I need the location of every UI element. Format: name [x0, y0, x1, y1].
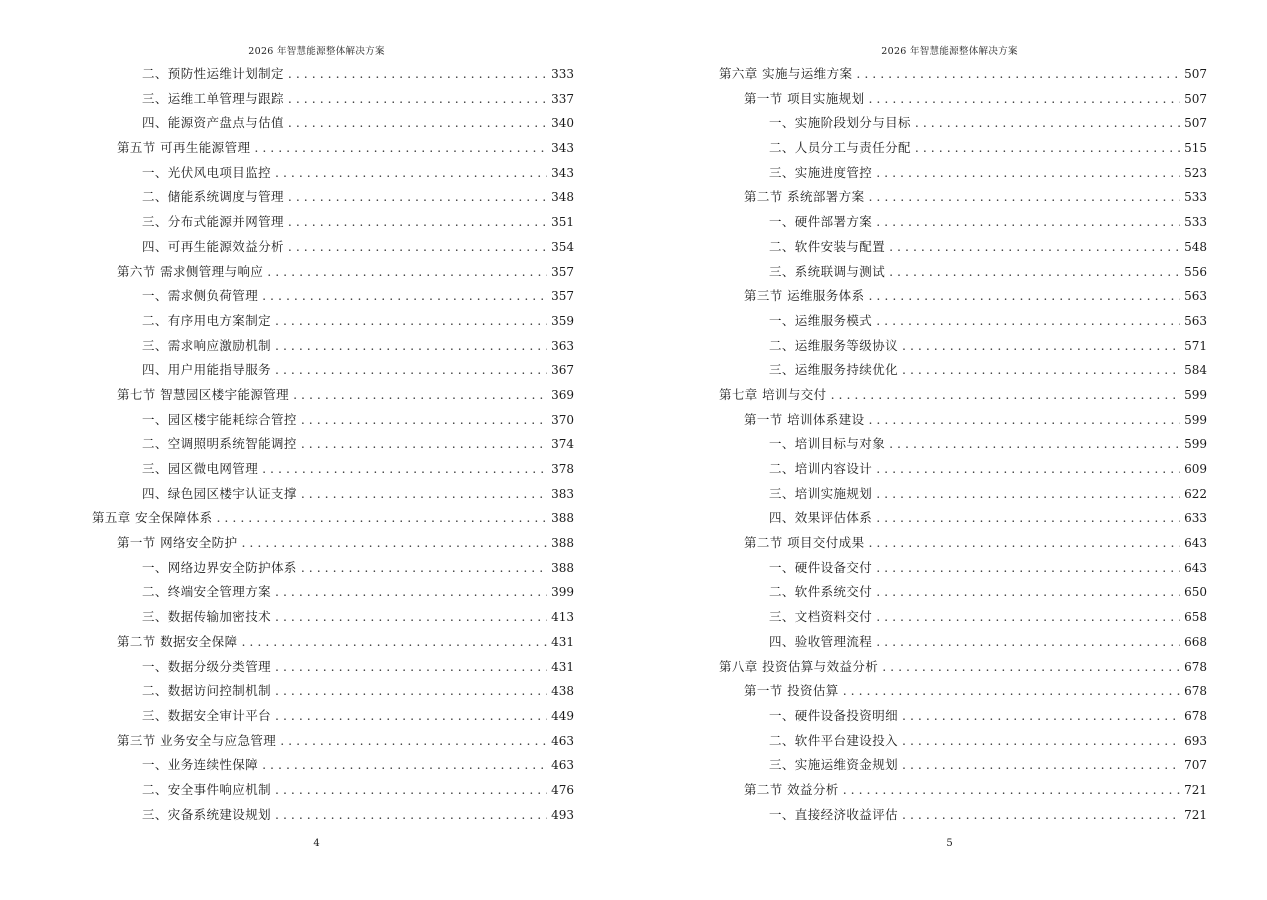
toc-entry-title: 二、有序用电方案制定: [142, 312, 272, 328]
dot-leader: [301, 432, 547, 457]
toc-entry[interactable]: [719, 803, 1207, 828]
toc-entry-title: 三、文档资料交付: [769, 609, 873, 625]
toc-entry-page: 668: [1184, 634, 1207, 649]
toc-entry-page: 378: [551, 462, 574, 476]
toc-entry-page: 721: [1184, 807, 1207, 822]
toc-entry[interactable]: [92, 334, 574, 359]
toc-entry-page: 599: [1184, 387, 1207, 402]
toc-entry-page: 340: [551, 116, 574, 131]
toc-entry-page: 693: [1184, 733, 1207, 748]
dot-leader: [876, 210, 1180, 235]
toc-entry-page: 507: [1184, 116, 1207, 131]
toc-entry[interactable]: [92, 655, 574, 680]
toc-entry-title: 第二节 系统部署方案: [744, 189, 865, 205]
dot-leader: [288, 62, 547, 87]
toc-entry[interactable]: [719, 235, 1207, 260]
toc-entry-page: 357: [551, 264, 574, 279]
toc-entry-title: 二、培训内容设计: [769, 461, 873, 476]
toc-entry[interactable]: [92, 235, 574, 260]
toc-entry[interactable]: [92, 185, 574, 210]
toc-entry-page: 678: [1184, 684, 1207, 699]
dot-leader: [876, 457, 1180, 482]
toc-entry-title: 一、园区楼宇能耗综合管控: [142, 411, 297, 427]
toc-entry-title: 第三节 运维服务体系: [744, 288, 865, 304]
dot-leader: [876, 161, 1180, 186]
dot-leader: [288, 111, 547, 136]
toc-entry[interactable]: [92, 482, 574, 507]
toc-entry[interactable]: [92, 630, 574, 655]
toc-entry[interactable]: [719, 284, 1207, 309]
dot-leader: [876, 506, 1180, 531]
dot-leader: [843, 679, 1180, 704]
dot-leader: [267, 260, 547, 285]
toc-entry-page: 476: [551, 782, 574, 797]
page-header: 2026 年智慧能源整体解决方案: [881, 46, 1018, 57]
toc-entry-title: 第一节 培训体系建设: [744, 411, 865, 427]
dot-leader: [293, 383, 547, 408]
toc-entry-page: 431: [551, 659, 574, 674]
toc-entry-page: 633: [1184, 511, 1207, 526]
toc-entry[interactable]: [719, 62, 1207, 87]
dot-leader: [868, 87, 1180, 112]
toc-entry-title: 一、需求侧负荷管理: [142, 288, 259, 304]
dot-leader: [288, 235, 547, 260]
dot-leader: [876, 630, 1180, 655]
toc-entry-page: 357: [551, 289, 574, 304]
toc-entry-title: 三、灾备系统建设规划: [142, 806, 272, 822]
toc-entry-title: 二、软件安装与配置: [769, 238, 886, 254]
dot-leader: [868, 284, 1180, 309]
dot-leader: [876, 309, 1180, 334]
dot-leader: [843, 778, 1180, 803]
toc-entry[interactable]: [719, 704, 1207, 729]
toc-entry[interactable]: [92, 260, 574, 285]
toc-entry[interactable]: [92, 309, 574, 334]
toc-entry-page: 533: [1184, 190, 1207, 205]
dot-leader: [902, 704, 1180, 729]
dot-leader: [902, 803, 1180, 828]
toc-entry[interactable]: [719, 161, 1207, 186]
toc-entry-page: 463: [551, 758, 574, 773]
toc-entry-page: 399: [551, 585, 574, 600]
toc-entry[interactable]: [719, 334, 1207, 359]
toc-entry-title: 第一节 网络安全防护: [117, 535, 238, 551]
toc-entry-title: 一、数据分级分类管理: [142, 658, 272, 674]
toc-entry-page: 343: [551, 141, 574, 156]
dot-leader: [216, 506, 547, 531]
toc-entry-page: 383: [551, 486, 574, 501]
toc-entry[interactable]: [719, 358, 1207, 383]
toc-entry[interactable]: [719, 778, 1207, 803]
toc-entry[interactable]: [719, 260, 1207, 285]
toc-entry[interactable]: [92, 408, 574, 433]
toc-entry[interactable]: [719, 309, 1207, 334]
table-of-contents: [719, 62, 1207, 827]
toc-entry-page: 643: [1184, 536, 1207, 551]
toc-entry[interactable]: [719, 482, 1207, 507]
toc-entry-page: 363: [551, 338, 574, 353]
toc-entry-title: 二、空调照明系统智能调控: [142, 436, 297, 452]
dot-leader: [868, 185, 1180, 210]
toc-entry-page: 354: [551, 239, 574, 254]
toc-entry-page: 438: [551, 684, 574, 699]
toc-entry[interactable]: [719, 605, 1207, 630]
toc-entry[interactable]: [92, 729, 574, 754]
toc-entry-page: 678: [1184, 708, 1207, 723]
dot-leader: [280, 729, 547, 754]
toc-entry-title: 第二节 项目交付成果: [744, 535, 865, 551]
toc-entry-page: 523: [1184, 165, 1207, 180]
toc-entry-page: 515: [1184, 141, 1207, 156]
dot-leader: [902, 729, 1180, 754]
toc-entry-title: 一、光伏风电项目监控: [142, 164, 272, 180]
dot-leader: [275, 679, 547, 704]
dot-leader: [301, 408, 547, 433]
toc-entry-title: 第二节 数据安全保障: [117, 633, 238, 649]
toc-entry-page: 367: [551, 363, 574, 378]
dot-leader: [275, 655, 547, 680]
toc-entry[interactable]: [92, 679, 574, 704]
toc-entry-title: 一、硬件设备投资明细: [769, 707, 899, 723]
dot-leader: [275, 778, 547, 803]
toc-entry-page: 388: [551, 536, 574, 551]
toc-entry-title: 第五节 可再生能源管理: [117, 140, 251, 156]
toc-entry[interactable]: [719, 753, 1207, 778]
toc-entry-title: 三、数据传输加密技术: [142, 609, 272, 625]
toc-entry-page: 599: [1184, 437, 1207, 452]
toc-entry-page: 337: [551, 91, 574, 106]
toc-entry[interactable]: [719, 210, 1207, 235]
dot-leader: [889, 432, 1180, 457]
toc-entry-title: 一、硬件设备交付: [769, 559, 873, 575]
page-number: 5: [946, 838, 953, 849]
dot-leader: [275, 358, 547, 383]
dot-leader: [301, 482, 547, 507]
toc-entry-title: 三、分布式能源并网管理: [142, 214, 284, 230]
toc-entry-page: 413: [551, 610, 574, 625]
toc-entry[interactable]: [719, 729, 1207, 754]
table-of-contents: [92, 62, 574, 827]
toc-entry-title: 二、预防性运维计划制定: [142, 66, 284, 81]
toc-entry-page: 343: [551, 165, 574, 180]
toc-entry[interactable]: [92, 778, 574, 803]
toc-entry[interactable]: [92, 432, 574, 457]
toc-entry-title: 四、验收管理流程: [769, 633, 873, 649]
dot-leader: [868, 408, 1180, 433]
dot-leader: [288, 87, 547, 112]
dot-leader: [876, 556, 1180, 581]
toc-entry[interactable]: [92, 753, 574, 778]
dot-leader: [882, 655, 1180, 680]
dot-leader: [275, 803, 547, 828]
toc-entry-page: 599: [1184, 412, 1207, 427]
toc-entry-title: 第三节 业务安全与应急管理: [117, 732, 277, 748]
toc-entry[interactable]: [92, 531, 574, 556]
toc-entry-title: 第六章 实施与运维方案: [719, 66, 853, 81]
dot-leader: [241, 630, 547, 655]
toc-entry[interactable]: [719, 111, 1207, 136]
dot-leader: [876, 482, 1180, 507]
toc-entry[interactable]: [92, 605, 574, 630]
toc-entry[interactable]: [92, 358, 574, 383]
toc-entry-page: 650: [1184, 585, 1207, 600]
toc-entry-page: 533: [1184, 215, 1207, 230]
toc-entry-page: 463: [551, 733, 574, 748]
toc-entry-title: 第七节 智慧园区楼宇能源管理: [117, 386, 290, 402]
toc-entry-title: 一、硬件部署方案: [769, 214, 873, 230]
toc-entry-page: 609: [1184, 462, 1207, 476]
toc-entry-title: 一、网络边界安全防护体系: [142, 559, 297, 575]
toc-entry-page: 548: [1184, 239, 1207, 254]
toc-entry-title: 二、数据访问控制机制: [142, 683, 272, 699]
toc-entry-title: 四、用户用能指导服务: [142, 362, 272, 378]
toc-entry-page: 431: [551, 634, 574, 649]
toc-entry[interactable]: [92, 62, 574, 87]
toc-entry[interactable]: [92, 506, 574, 531]
toc-entry[interactable]: [719, 679, 1207, 704]
toc-entry-page: 563: [1184, 289, 1207, 304]
toc-entry-title: 三、培训实施规划: [769, 485, 873, 501]
toc-entry-title: 一、直接经济收益评估: [769, 806, 899, 822]
toc-entry-page: 507: [1184, 67, 1207, 81]
toc-entry-title: 第六节 需求侧管理与响应: [117, 263, 264, 279]
toc-entry-page: 556: [1184, 264, 1207, 279]
dot-leader: [275, 704, 547, 729]
toc-entry-page: 369: [551, 387, 574, 402]
left-page: [0, 0, 633, 900]
toc-entry-title: 三、系统联调与测试: [769, 263, 886, 279]
toc-entry[interactable]: [92, 210, 574, 235]
toc-entry-page: 449: [551, 708, 574, 723]
toc-entry[interactable]: [92, 556, 574, 581]
toc-entry-title: 第一节 项目实施规划: [744, 90, 865, 106]
toc-entry-page: 622: [1184, 486, 1207, 501]
toc-entry-title: 一、实施阶段划分与目标: [769, 115, 911, 131]
dot-leader: [275, 334, 547, 359]
dot-leader: [262, 753, 547, 778]
dot-leader: [889, 235, 1180, 260]
dot-leader: [856, 62, 1180, 87]
toc-entry-page: 584: [1184, 363, 1207, 378]
toc-entry-page: 388: [551, 511, 574, 526]
dot-leader: [902, 753, 1180, 778]
toc-entry-page: 507: [1184, 91, 1207, 106]
dot-leader: [275, 309, 547, 334]
page-number: 4: [313, 838, 320, 849]
toc-entry[interactable]: [92, 383, 574, 408]
dot-leader: [275, 580, 547, 605]
dot-leader: [275, 605, 547, 630]
toc-entry-title: 一、运维服务模式: [769, 312, 873, 328]
dot-leader: [889, 260, 1180, 285]
toc-entry-title: 二、安全事件响应机制: [142, 781, 272, 797]
toc-entry[interactable]: [92, 87, 574, 112]
toc-entry-page: 707: [1184, 758, 1207, 773]
dot-leader: [254, 136, 547, 161]
toc-entry-page: 348: [551, 190, 574, 205]
toc-entry-page: 388: [551, 560, 574, 575]
toc-entry-title: 二、储能系统调度与管理: [142, 189, 284, 205]
toc-entry-page: 370: [551, 412, 574, 427]
toc-entry-page: 658: [1184, 610, 1207, 625]
toc-entry[interactable]: [719, 408, 1207, 433]
toc-entry-title: 第一节 投资估算: [744, 683, 839, 699]
toc-entry-title: 二、人员分工与责任分配: [769, 140, 911, 156]
dot-leader: [876, 605, 1180, 630]
right-page: [633, 0, 1266, 900]
toc-entry[interactable]: [719, 136, 1207, 161]
toc-entry-page: 678: [1184, 659, 1207, 674]
toc-entry-title: 三、数据安全审计平台: [142, 707, 272, 723]
toc-entry-page: 374: [551, 437, 574, 452]
dot-leader: [876, 580, 1180, 605]
toc-entry-title: 第八章 投资估算与效益分析: [719, 658, 879, 674]
toc-entry-title: 三、运维服务持续优化: [769, 362, 899, 378]
toc-entry-title: 三、需求响应激励机制: [142, 337, 272, 353]
toc-entry[interactable]: [92, 161, 574, 186]
toc-entry[interactable]: [719, 630, 1207, 655]
toc-entry-title: 四、可再生能源效益分析: [142, 238, 284, 254]
dot-leader: [241, 531, 547, 556]
toc-entry[interactable]: [92, 580, 574, 605]
toc-entry[interactable]: [92, 111, 574, 136]
toc-entry[interactable]: [719, 383, 1207, 408]
toc-entry[interactable]: [719, 580, 1207, 605]
toc-entry-page: 493: [551, 807, 574, 822]
dot-leader: [275, 161, 547, 186]
toc-entry[interactable]: [719, 185, 1207, 210]
toc-entry-page: 333: [551, 67, 574, 81]
toc-entry[interactable]: [719, 506, 1207, 531]
dot-leader: [868, 531, 1180, 556]
toc-entry-title: 一、培训目标与对象: [769, 436, 886, 452]
toc-entry[interactable]: [92, 704, 574, 729]
toc-entry-title: 四、绿色园区楼宇认证支撑: [142, 485, 297, 501]
toc-entry[interactable]: [719, 432, 1207, 457]
page-header: 2026 年智慧能源整体解决方案: [248, 46, 385, 57]
dot-leader: [915, 111, 1180, 136]
toc-entry[interactable]: [92, 284, 574, 309]
toc-entry-title: 四、能源资产盘点与估值: [142, 115, 284, 131]
toc-entry-title: 四、效果评估体系: [769, 510, 873, 526]
dot-leader: [288, 210, 547, 235]
toc-entry[interactable]: [719, 531, 1207, 556]
toc-entry[interactable]: [92, 803, 574, 828]
toc-entry-title: 第七章 培训与交付: [719, 386, 827, 402]
dot-leader: [831, 383, 1181, 408]
toc-entry[interactable]: [92, 136, 574, 161]
dot-leader: [915, 136, 1180, 161]
toc-entry[interactable]: [92, 457, 574, 482]
toc-entry-page: 643: [1184, 560, 1207, 575]
dot-leader: [288, 185, 547, 210]
toc-entry-page: 571: [1184, 338, 1207, 353]
dot-leader: [902, 358, 1180, 383]
toc-entry[interactable]: [719, 556, 1207, 581]
toc-entry-title: 二、终端安全管理方案: [142, 584, 272, 600]
toc-entry[interactable]: [719, 655, 1207, 680]
toc-entry-title: 第二节 效益分析: [744, 781, 839, 797]
toc-entry-page: 359: [551, 313, 574, 328]
toc-entry-title: 第五章 安全保障体系: [92, 510, 213, 526]
toc-entry[interactable]: [719, 457, 1207, 482]
dot-leader: [902, 334, 1180, 359]
toc-entry-title: 三、实施进度管控: [769, 164, 873, 180]
toc-entry-page: 563: [1184, 313, 1207, 328]
dot-leader: [262, 284, 547, 309]
toc-entry-title: 三、运维工单管理与跟踪: [142, 90, 284, 106]
toc-entry-title: 三、实施运维资金规划: [769, 757, 899, 773]
toc-entry-title: 一、业务连续性保障: [142, 757, 259, 773]
toc-entry[interactable]: [719, 87, 1207, 112]
toc-entry-title: 二、软件系统交付: [769, 584, 873, 600]
toc-entry-page: 721: [1184, 782, 1207, 797]
toc-entry-page: 351: [551, 215, 574, 230]
dot-leader: [262, 457, 547, 482]
toc-entry-title: 三、园区微电网管理: [142, 461, 259, 476]
toc-entry-title: 二、软件平台建设投入: [769, 732, 899, 748]
toc-entry-title: 二、运维服务等级协议: [769, 337, 899, 353]
dot-leader: [301, 556, 547, 581]
